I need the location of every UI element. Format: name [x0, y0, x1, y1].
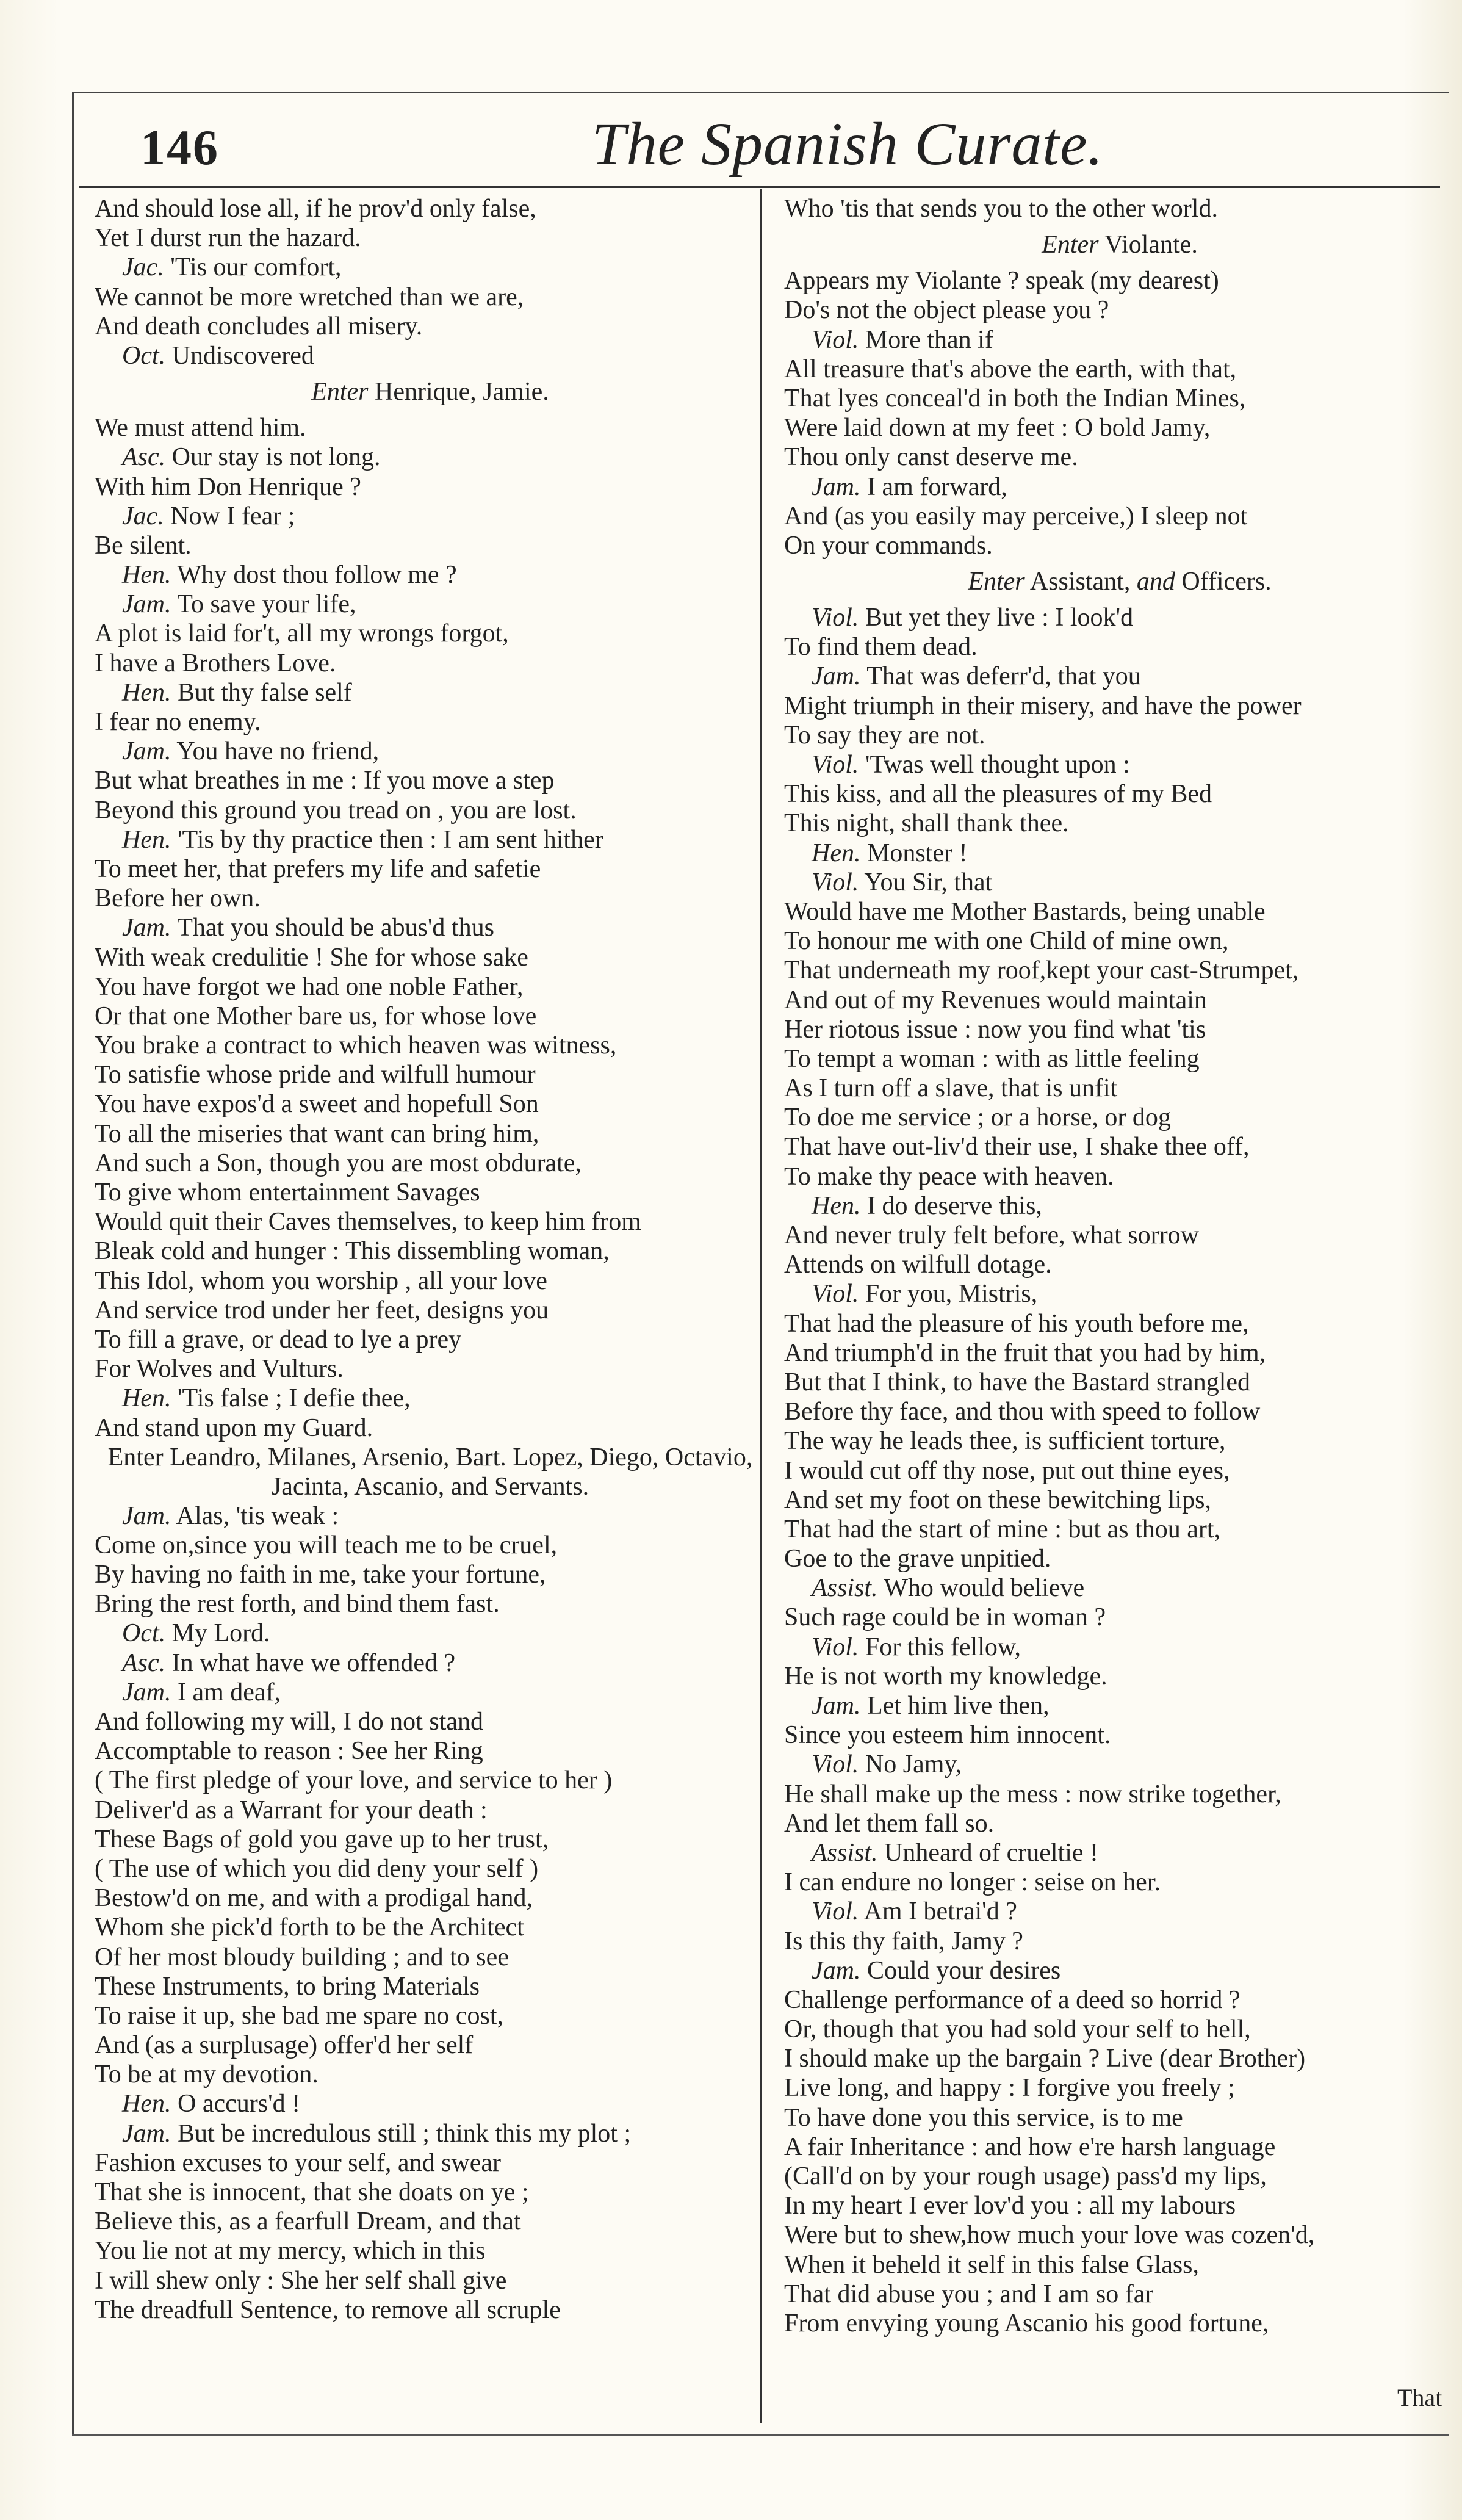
speaker-name: Assist. — [812, 1574, 878, 1603]
speaker-name: Assist. — [812, 1838, 878, 1867]
speech-line — [784, 1691, 1455, 1720]
speech-text: In what have we offended ? — [165, 1648, 456, 1677]
verse-line: To say they are not. — [784, 721, 985, 749]
verse-line: And set my foot on these bewitching lips, — [784, 1486, 1211, 1514]
speech-line — [784, 1956, 1455, 1985]
speech-line — [784, 1191, 1455, 1221]
speaker-name: Hen. — [122, 678, 171, 707]
stage-text: Henrique, Jamie. — [368, 378, 549, 406]
speech-text: But be incredulous still ; think this my plot ; — [171, 2119, 632, 2148]
verse-line: And (as a surplusage) offer'd her self — [95, 2031, 474, 2060]
verse-line: To find them dead. — [784, 633, 978, 662]
speech-line — [784, 472, 1455, 502]
verse-line: A plot is laid for't, all my wrongs forgot, — [95, 619, 509, 648]
verse-line: To satisfie whose pride and wilfull humour — [95, 1061, 536, 1089]
frame-rule-top — [72, 92, 1449, 93]
stage-text: Leandro, Milanes, Arsenio, Bart. Lopez, Diego, Octavio, Jacinta, Ascanio, — [163, 1443, 753, 1501]
verse-line: That lyes conceal'd in both the Indian Mines, — [784, 384, 1246, 413]
speaker-name: Jam. — [122, 2119, 171, 2148]
speech-line — [95, 737, 766, 766]
speaker-name: Viol. — [812, 1633, 859, 1661]
stage-direction — [95, 1443, 766, 1501]
verse-line: But that I think, to have the Bastard strangled — [784, 1368, 1250, 1396]
speaker-name: Hen. — [812, 839, 861, 867]
verse-line: The dreadfull Sentence, to remove all scruple — [95, 2295, 561, 2324]
speech-text: Who would believe — [877, 1574, 1085, 1603]
verse-line: Goe to the grave unpitied. — [784, 1545, 1051, 1573]
verse-line: Fashion excuses to your self, and swear — [95, 2148, 502, 2177]
verse-line: And such a Son, though you are most obdurate, — [95, 1149, 582, 1177]
speech-text: 'Tis our comfort, — [164, 253, 342, 282]
verse-line: And let them fall so. — [784, 1809, 995, 1838]
speech-line — [95, 1648, 766, 1678]
verse-line: Bring the rest forth, and bind them fast. — [95, 1590, 500, 1619]
verse-line: And triumph'd in the fruit that you had by him, — [784, 1338, 1266, 1367]
speech-text: Could your desires — [860, 1956, 1061, 1985]
verse-line: To give whom entertainment Savages — [95, 1179, 480, 1207]
speaker-name: Jam. — [812, 472, 861, 501]
verse-line: Bleak cold and hunger : This dissembling woman, — [95, 1237, 610, 1266]
verse-line: That have out-liv'd their use, I shake thee off, — [784, 1133, 1250, 1161]
verse-line: Whom she pick'd forth to be the Architect — [95, 1913, 524, 1942]
stage-text: Servants. — [488, 1472, 589, 1501]
speech-text: But thy false self — [171, 678, 352, 707]
speech-line — [784, 1750, 1455, 1779]
speaker-name: Jac. — [122, 502, 164, 530]
verse-line: Challenge performance of a deed so horrid ? — [784, 1985, 1241, 2014]
speaker-name: Viol. — [812, 868, 859, 897]
verse-line: To all the miseries that want can bring him, — [95, 1119, 539, 1148]
speaker-name: Viol. — [812, 325, 859, 354]
verse-line: We must attend him. — [95, 414, 306, 442]
speaker-name: Jam. — [812, 1692, 861, 1720]
verse-line: Of her most bloudy building ; and to see — [95, 1943, 509, 1971]
verse-line: But what breathes in me : If you move a step — [95, 767, 555, 795]
stage-enter: Enter — [311, 378, 369, 406]
verse-line: This Idol, whom you worship , all your love — [95, 1266, 547, 1295]
speech-line — [784, 750, 1455, 779]
stage-direction — [784, 560, 1455, 603]
speech-line — [784, 868, 1455, 897]
verse-line: Believe this, as a fearfull Dream, and that — [95, 2208, 521, 2236]
verse-line: By having no faith in me, take your fortune, — [95, 1561, 546, 1589]
speech-line — [784, 839, 1455, 868]
verse-line: From envying young Ascanio his good fortune, — [784, 2309, 1269, 2338]
verse-line: This kiss, and all the pleasures of my Bed — [784, 780, 1212, 809]
verse-line: Accomptable to reason : See her Ring — [95, 1737, 483, 1766]
speech-line — [784, 1279, 1455, 1309]
speaker-name: Jam. — [812, 662, 861, 691]
verse-line: All treasure that's above the earth, with that, — [784, 355, 1237, 383]
verse-line: ( The first pledge of your love, and service to her ) — [95, 1766, 613, 1795]
verse-line: And following my will, I do not stand — [95, 1708, 483, 1736]
verse-line: You brake a contract to which heaven was witness, — [95, 1031, 617, 1060]
stage-conjunction: and — [444, 1472, 488, 1501]
speech-line — [95, 913, 766, 942]
catchword: That — [1397, 2384, 1442, 2411]
speech-line — [95, 341, 766, 370]
verse-line: And stand upon my Guard. — [95, 1413, 373, 1442]
speech-text: For this fellow, — [859, 1633, 1021, 1661]
speech-text: Let him live then, — [860, 1692, 1050, 1720]
speaker-name: Viol. — [812, 604, 859, 632]
running-title: The Spanish Curate. — [592, 110, 1104, 178]
verse-line: You lie not at my mercy, which in this — [95, 2237, 486, 2265]
stage-text: Assistant, — [1024, 568, 1131, 596]
speaker-name: Jam. — [122, 737, 171, 766]
speech-text: 'Tis false ; I defie thee, — [171, 1384, 411, 1413]
speech-line — [95, 825, 766, 854]
speaker-name: Oct. — [122, 1619, 166, 1648]
verse-line: That had the start of mine : but as thou art, — [784, 1515, 1220, 1543]
speech-line — [784, 325, 1455, 355]
speech-line — [95, 253, 766, 282]
verse-line: Be silent. — [95, 531, 192, 560]
verse-line: To raise it up, she bad me spare no cost, — [95, 2001, 504, 2030]
speech-text: No Jamy, — [859, 1750, 962, 1779]
verse-line: That underneath my roof,kept your cast-Strumpet, — [784, 956, 1299, 985]
verse-line: And should lose all, if he prov'd only false, — [95, 195, 536, 223]
verse-line: Beyond this ground you tread on , you are lost. — [95, 796, 577, 825]
speech-text: 'Twas well thought upon : — [859, 751, 1130, 779]
speech-line — [95, 590, 766, 619]
verse-line: (Call'd on by your rough usage) pass'd my lips, — [784, 2162, 1267, 2190]
speech-text: I am deaf, — [171, 1678, 281, 1706]
speech-text: That was deferr'd, that you — [860, 662, 1141, 691]
speaker-name: Oct. — [122, 341, 166, 370]
speech-line — [784, 1633, 1455, 1662]
speech-text: Am I betrai'd ? — [859, 1897, 1017, 1926]
speech-line — [95, 502, 766, 531]
verse-line: Who 'tis that sends you to the other world. — [784, 195, 1218, 223]
stage-text: Officers. — [1175, 568, 1272, 596]
verse-line: That she is innocent, that she doats on ye ; — [95, 2178, 529, 2206]
speech-line — [95, 1384, 766, 1413]
verse-line: With weak credulitie ! She for whose sake — [95, 943, 528, 972]
verse-line: To be at my devotion. — [95, 2060, 319, 2089]
speech-text: I am forward, — [860, 472, 1007, 501]
speech-text: For you, Mistris, — [859, 1280, 1038, 1309]
verse-line: I will shew only : She her self shall give — [95, 2266, 507, 2295]
verse-line: To meet her, that prefers my life and safetie — [95, 854, 541, 883]
verse-line: Her riotous issue : now you find what 'tis — [784, 1015, 1206, 1044]
speech-line — [95, 560, 766, 590]
speech-text: Unheard of crueltie ! — [877, 1838, 1099, 1867]
speaker-name: Hen. — [122, 1384, 171, 1413]
speaker-name: Hen. — [122, 561, 171, 590]
speaker-name: Asc. — [122, 443, 166, 472]
speaker-name: Viol. — [812, 751, 859, 779]
verse-line: Or, though that you had sold your self to hell, — [784, 2015, 1251, 2044]
verse-line: To fill a grave, or dead to lye a prey — [95, 1325, 462, 1354]
verse-line: And death concludes all misery. — [95, 312, 423, 341]
page-header — [79, 104, 1422, 201]
verse-line: A fair Inheritance : and how e're harsh language — [784, 2132, 1276, 2161]
speech-line — [95, 2119, 766, 2148]
verse-line: Do's not the object please you ? — [784, 296, 1109, 325]
verse-line: I can endure no longer : seise on her. — [784, 1868, 1161, 1897]
stage-direction — [784, 223, 1455, 266]
verse-line: Come on,since you will teach me to be cruel, — [95, 1531, 558, 1559]
speech-line — [95, 1678, 766, 1707]
speech-text: That you should be abus'd thus — [171, 914, 494, 942]
verse-line: Yet I durst run the hazard. — [95, 224, 361, 253]
stage-direction — [95, 370, 766, 413]
speaker-name: Viol. — [812, 1750, 859, 1779]
speech-line — [95, 1619, 766, 1648]
verse-line: Attends on wilfull dotage. — [784, 1251, 1052, 1279]
verse-line: Before thy face, and thou with speed to follow — [784, 1398, 1261, 1426]
speaker-name: Jac. — [122, 253, 164, 282]
speech-text: I do deserve this, — [860, 1191, 1042, 1220]
frame-rule-bottom — [72, 2434, 1449, 2436]
speech-line — [784, 603, 1455, 632]
verse-line: With him Don Henrique ? — [95, 472, 361, 501]
verse-line: That had the pleasure of his youth before me, — [784, 1309, 1249, 1338]
verse-line: I would cut off thy nose, put out thine eyes, — [784, 1456, 1230, 1485]
verse-line: Would quit their Caves themselves, to keep him from — [95, 1208, 641, 1237]
stage-enter: Enter — [1042, 231, 1099, 259]
verse-line: Thou only canst deserve me. — [784, 443, 1078, 472]
stage-enter: Enter — [107, 1443, 164, 1471]
verse-line: Were laid down at my feet : O bold Jamy, — [784, 414, 1211, 442]
speech-line — [784, 662, 1455, 691]
verse-line: We cannot be more wretched than we are, — [95, 283, 524, 311]
left-column — [95, 194, 766, 2422]
speech-text: Our stay is not long. — [165, 443, 381, 472]
stage-conjunction: and — [1130, 568, 1175, 596]
verse-line: I should make up the bargain ? Live (dear Brother) — [784, 2045, 1306, 2073]
verse-line: Since you esteem him innocent. — [784, 1721, 1111, 1750]
verse-line: He shall make up the mess : now strike together, — [784, 1780, 1281, 1808]
verse-line: Would have me Mother Bastards, being unable — [784, 897, 1266, 926]
speech-text: To save your life, — [171, 590, 356, 619]
speech-line — [95, 1501, 766, 1531]
verse-line: You have expos'd a sweet and hopefull Son — [95, 1090, 539, 1119]
speaker-name: Asc. — [122, 1648, 166, 1677]
verse-line: On your commands. — [784, 531, 993, 560]
verse-line: Such rage could be in woman ? — [784, 1603, 1106, 1632]
verse-line: Deliver'd as a Warrant for your death : — [95, 1796, 488, 1824]
verse-line: To tempt a woman : with as little feeling — [784, 1044, 1200, 1073]
speech-line — [784, 1573, 1455, 1603]
verse-line: When it beheld it self in this false Glass, — [784, 2250, 1200, 2279]
verse-line: The way he leads thee, is sufficient torture, — [784, 1427, 1226, 1456]
speech-line — [95, 678, 766, 707]
verse-line: To doe me service ; or a horse, or dog — [784, 1103, 1171, 1132]
verse-line: To have done you this service, is to me — [784, 2103, 1183, 2132]
stage-enter: Enter — [968, 568, 1025, 596]
speech-text: Why dost thou follow me ? — [171, 561, 457, 590]
verse-line: Before her own. — [95, 884, 261, 913]
verse-line: And (as you easily may perceive,) I sleep not — [784, 502, 1248, 530]
verse-line: Or that one Mother bare us, for whose love — [95, 1002, 537, 1030]
speaker-name: Viol. — [812, 1897, 859, 1926]
speech-text: You Sir, that — [859, 868, 993, 897]
verse-line: And out of my Revenues would maintain — [784, 986, 1207, 1014]
speech-text: Undiscovered — [165, 341, 314, 370]
verse-line: To make thy peace with heaven. — [784, 1162, 1114, 1191]
speech-line — [784, 1897, 1455, 1926]
right-column — [784, 194, 1455, 2422]
stage-text: Violante. — [1098, 231, 1198, 259]
verse-line: Appears my Violante ? speak (my dearest) — [784, 267, 1219, 295]
speech-text: But yet they live : I look'd — [859, 604, 1134, 632]
page-number: 146 — [140, 120, 219, 175]
verse-line: In my heart I ever lov'd you : all my labours — [784, 2192, 1236, 2220]
speech-text: Monster ! — [860, 839, 968, 867]
verse-line: ( The use of which you did deny your self ) — [95, 1854, 539, 1883]
speech-text: O accurs'd ! — [171, 2090, 301, 2118]
frame-rule-left — [72, 92, 74, 2435]
speech-text: More than if — [859, 325, 993, 354]
header-rule — [79, 186, 1440, 188]
speech-line — [95, 442, 766, 472]
verse-line: Bestow'd on me, and with a prodigal hand, — [95, 1884, 533, 1913]
verse-line: And never truly felt before, what sorrow — [784, 1221, 1199, 1249]
speaker-name: Hen. — [122, 825, 171, 854]
verse-line: As I turn off a slave, that is unfit — [784, 1074, 1118, 1103]
verse-line: Were but to shew,how much your love was cozen'd, — [784, 2221, 1315, 2250]
verse-line: I have a Brothers Love. — [95, 649, 336, 677]
verse-line: And service trod under her feet, designs you — [95, 1296, 549, 1324]
speaker-name: Jam. — [812, 1956, 861, 1985]
verse-line: These Bags of gold you gave up to her trust, — [95, 1825, 549, 1854]
speaker-name: Jam. — [122, 914, 171, 942]
verse-line: Live long, and happy : I forgive you freely ; — [784, 2074, 1235, 2103]
verse-line: He is not worth my knowledge. — [784, 1662, 1107, 1691]
speaker-name: Hen. — [812, 1191, 861, 1220]
verse-line: I fear no enemy. — [95, 708, 261, 736]
speaker-name: Jam. — [122, 1501, 171, 1530]
verse-line: To honour me with one Child of mine own, — [784, 927, 1229, 956]
speech-text: You have no friend, — [171, 737, 380, 766]
verse-line: That did abuse you ; and I am so far — [784, 2280, 1154, 2308]
verse-line: Might triumph in their misery, and have the power — [784, 691, 1302, 720]
speech-line — [784, 1838, 1455, 1868]
speech-text: Now I fear ; — [164, 502, 295, 530]
verse-line: This night, shall thank thee. — [784, 809, 1069, 838]
verse-line: These Instruments, to bring Materials — [95, 1972, 480, 2001]
speech-text: My Lord. — [165, 1619, 270, 1648]
speech-text: Alas, 'tis weak : — [171, 1501, 339, 1530]
verse-line: Is this thy faith, Jamy ? — [784, 1927, 1023, 1955]
speaker-name: Hen. — [122, 2090, 171, 2118]
speech-text: 'Tis by thy practice then : I am sent hither — [171, 825, 603, 854]
speaker-name: Jam. — [122, 1678, 171, 1706]
speaker-name: Jam. — [122, 590, 171, 619]
speaker-name: Viol. — [812, 1280, 859, 1309]
verse-line: For Wolves and Vulturs. — [95, 1355, 344, 1384]
verse-line: You have forgot we had one noble Father, — [95, 972, 524, 1001]
speech-line — [95, 2089, 766, 2118]
